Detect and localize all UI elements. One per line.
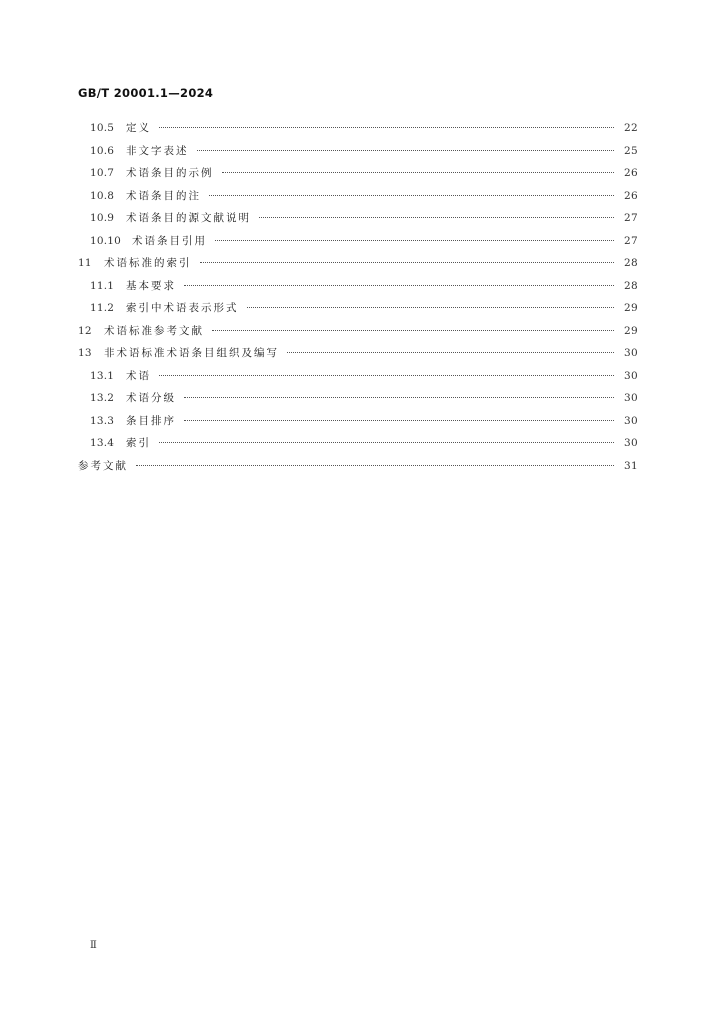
toc-entry-page: 25 <box>624 144 638 157</box>
toc-entry-page: 26 <box>624 167 638 179</box>
toc-entry-13[interactable] <box>78 342 638 365</box>
toc-dot-leader <box>259 217 614 218</box>
toc-entry-number: 13.2 <box>90 392 115 404</box>
toc-entry-number: 13.1 <box>90 369 115 382</box>
toc-entry-title: 参考文献 <box>78 459 128 472</box>
toc-dot-leader <box>200 262 615 263</box>
toc-entry-11-2[interactable] <box>78 297 638 320</box>
toc-entry-page: 29 <box>624 324 638 337</box>
toc-entry-10-6[interactable] <box>78 140 638 163</box>
toc-entry-10-8[interactable] <box>78 185 638 208</box>
toc-entry-page: 31 <box>624 459 638 472</box>
toc-dot-leader <box>184 397 614 398</box>
toc-entry-number: 13 <box>78 347 92 359</box>
page-number: Ⅱ <box>90 940 97 951</box>
standard-number-header: GB/T 20001.1—2024 <box>78 86 214 100</box>
toc-dot-leader <box>287 352 614 353</box>
toc-entry-title: 术语条目引用 <box>132 234 207 247</box>
table-of-contents <box>78 117 638 477</box>
toc-entry-title: 索引 <box>126 437 151 449</box>
toc-entry-title: 索引中术语表示形式 <box>126 302 239 314</box>
toc-entry-page: 26 <box>624 189 638 202</box>
toc-entry-page: 28 <box>624 257 638 269</box>
toc-entry-number: 10.9 <box>90 212 115 224</box>
toc-dot-leader <box>209 195 614 196</box>
toc-entry-title: 术语分级 <box>126 392 176 404</box>
toc-dot-leader <box>184 285 614 286</box>
toc-dot-leader <box>212 330 614 331</box>
toc-entry-13-4[interactable] <box>78 432 638 455</box>
toc-entry-title: 术语标准的索引 <box>104 257 192 269</box>
toc-entry-page: 28 <box>624 279 638 292</box>
toc-entry-title: 定义 <box>126 122 151 134</box>
toc-dot-leader <box>247 307 615 308</box>
toc-entry-13-2[interactable] <box>78 387 638 410</box>
toc-entry-page: 27 <box>624 212 638 224</box>
toc-entry-page: 30 <box>624 437 638 449</box>
toc-entry-title: 术语 <box>126 369 151 382</box>
toc-entry-number: 13.3 <box>90 414 115 427</box>
toc-dot-leader <box>184 420 614 421</box>
toc-dot-leader <box>159 375 614 376</box>
toc-entry-number: 11 <box>78 257 92 269</box>
toc-entry-10-9[interactable] <box>78 207 638 230</box>
toc-entry-bibliography[interactable] <box>78 455 638 478</box>
toc-entry-title: 条目排序 <box>126 414 176 427</box>
toc-entry-page: 22 <box>624 122 638 134</box>
toc-entry-page: 30 <box>624 392 638 404</box>
toc-entry-12[interactable] <box>78 320 638 343</box>
toc-entry-number: 11.1 <box>90 279 115 292</box>
toc-entry-page: 30 <box>624 347 638 359</box>
toc-dot-leader <box>159 127 614 128</box>
toc-entry-number: 11.2 <box>90 302 115 314</box>
toc-dot-leader <box>222 172 615 173</box>
toc-entry-number: 10.8 <box>90 189 115 202</box>
toc-entry-10-7[interactable] <box>78 162 638 185</box>
toc-entry-13-1[interactable] <box>78 365 638 388</box>
toc-entry-number: 12 <box>78 324 92 337</box>
toc-entry-number: 13.4 <box>90 437 115 449</box>
toc-entry-number: 10.10 <box>90 234 122 247</box>
toc-entry-13-3[interactable] <box>78 410 638 433</box>
toc-entry-title: 术语标准参考文献 <box>104 324 204 337</box>
toc-dot-leader <box>136 465 614 466</box>
toc-dot-leader <box>215 240 614 241</box>
toc-entry-number: 10.6 <box>90 144 115 157</box>
toc-entry-number: 10.7 <box>90 167 115 179</box>
toc-entry-10-5[interactable] <box>78 117 638 140</box>
toc-entry-page: 29 <box>624 302 638 314</box>
toc-entry-page: 27 <box>624 234 638 247</box>
toc-entry-title: 术语条目的源文献说明 <box>126 212 251 224</box>
toc-entry-page: 30 <box>624 369 638 382</box>
toc-entry-11-1[interactable] <box>78 275 638 298</box>
toc-entry-title: 非文字表述 <box>126 144 189 157</box>
toc-entry-page: 30 <box>624 414 638 427</box>
toc-entry-title: 非术语标准术语条目组织及编写 <box>104 347 279 359</box>
toc-entry-number: 10.5 <box>90 122 115 134</box>
toc-dot-leader <box>197 150 615 151</box>
toc-entry-10-10[interactable] <box>78 230 638 253</box>
toc-entry-11[interactable] <box>78 252 638 275</box>
toc-dot-leader <box>159 442 614 443</box>
toc-entry-title: 术语条目的注 <box>126 189 201 202</box>
toc-entry-title: 基本要求 <box>126 279 176 292</box>
toc-entry-title: 术语条目的示例 <box>126 167 214 179</box>
